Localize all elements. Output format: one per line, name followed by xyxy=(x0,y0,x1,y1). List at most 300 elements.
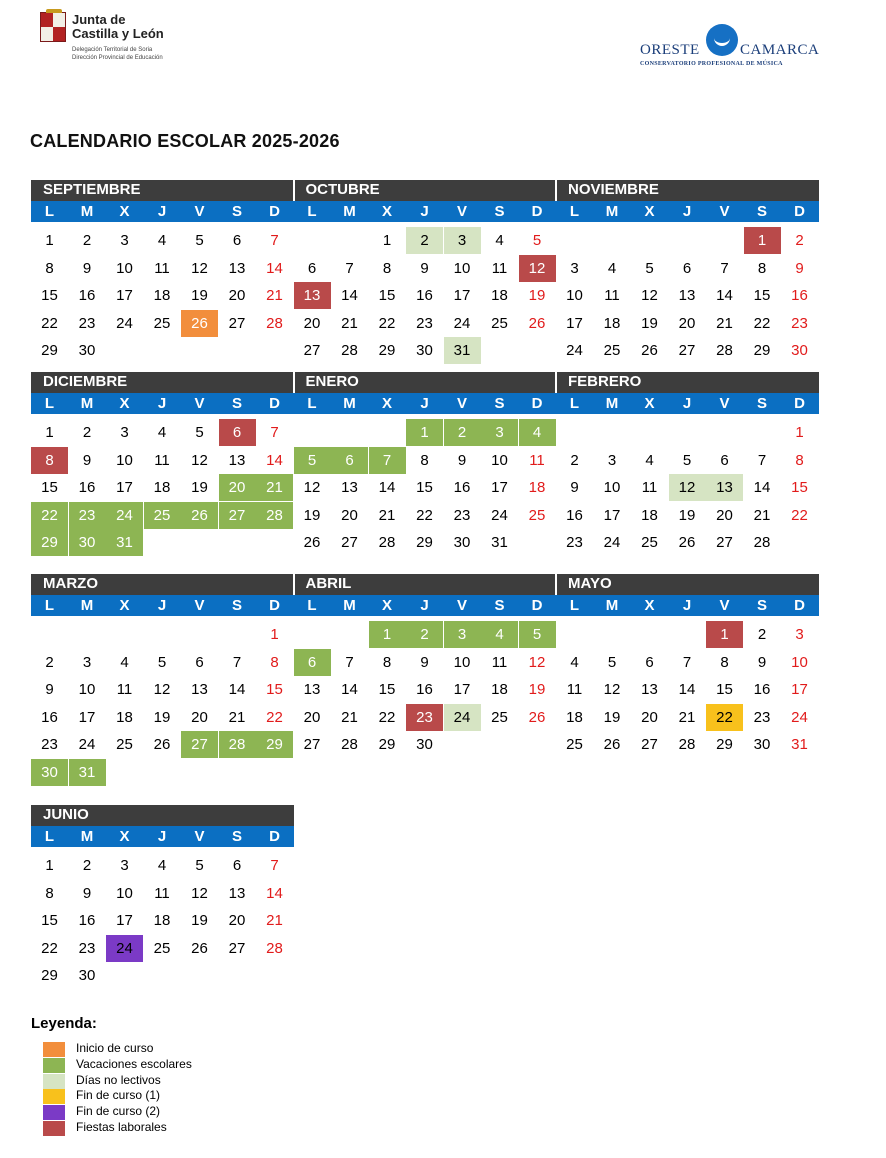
weekday-label: J xyxy=(420,203,429,220)
calendar-day: 10 xyxy=(566,287,583,304)
calendar-day: 9 xyxy=(420,653,429,671)
calendar-day: 15 xyxy=(416,479,433,496)
month-name-noviembre: NOVIEMBRE xyxy=(568,181,659,198)
calendar-day: 22 xyxy=(753,314,771,332)
calendar-day: 22 xyxy=(378,708,396,726)
calendar-day: 25 xyxy=(528,506,546,524)
calendar-day: 16 xyxy=(566,506,583,524)
calendar-day: 27 xyxy=(228,314,246,332)
calendar-day: 6 xyxy=(195,653,204,671)
calendar-day: 9 xyxy=(457,451,467,469)
weekday-label: M xyxy=(605,597,619,614)
weekday-label: V xyxy=(456,203,467,220)
calendar-day: 9 xyxy=(570,479,579,496)
weekday-label: D xyxy=(531,597,543,614)
calendar-day-vacaciones: 27 xyxy=(219,502,256,529)
calendar-day: 28 xyxy=(753,534,771,551)
calendar-day: 7 xyxy=(682,653,692,671)
weekday-label: D xyxy=(531,395,543,412)
weekday-label: M xyxy=(80,828,94,845)
calendar-day: 27 xyxy=(678,342,696,359)
calendar-day: 13 xyxy=(678,287,696,304)
weekday-label: D xyxy=(269,203,280,220)
calendar-day: 8 xyxy=(720,653,729,671)
weekday-label: D xyxy=(269,828,280,845)
legend-label: Vacaciones escolares xyxy=(76,1056,192,1071)
calendar-day: 5 xyxy=(607,653,617,671)
calendar-day-no-lectivo: 24 xyxy=(444,704,481,731)
calendar-day: 23 xyxy=(566,534,583,551)
calendar-day: 20 xyxy=(678,314,696,332)
calendar-day: 4 xyxy=(157,857,167,874)
calendar-day: 24 xyxy=(603,534,621,551)
legend-swatch xyxy=(43,1105,65,1120)
calendar-day: 9 xyxy=(757,653,767,671)
calendar-day: 31 xyxy=(791,736,808,753)
calendar-day: 23 xyxy=(753,708,771,726)
calendar-day: 25 xyxy=(153,314,171,332)
legend-label: Días no lectivos xyxy=(76,1072,161,1087)
calendar-day: 8 xyxy=(420,451,429,469)
calendar-day: 13 xyxy=(341,479,358,496)
calendar-day: 27 xyxy=(341,534,358,551)
calendar-day: 15 xyxy=(41,912,58,929)
calendar-day: 20 xyxy=(191,708,208,726)
calendar-day: 5 xyxy=(195,424,204,441)
weekday-label: V xyxy=(194,828,205,845)
month-name-abril: ABRIL xyxy=(305,575,352,592)
weekday-label: V xyxy=(194,203,205,220)
calendar-day: 11 xyxy=(604,287,620,304)
weekday-label: X xyxy=(119,395,130,412)
calendar-day: 1 xyxy=(270,626,279,643)
legend-label: Fin de curso (1) xyxy=(76,1088,161,1103)
calendar-day: 8 xyxy=(45,884,54,902)
calendar-day: 3 xyxy=(795,626,804,643)
calendar-day: 13 xyxy=(191,681,208,698)
weekday-label: M xyxy=(80,597,94,614)
calendar-day: 23 xyxy=(78,314,96,332)
calendar-day: 19 xyxy=(528,287,546,304)
weekday-label: M xyxy=(80,395,94,412)
legend-label: Fiestas laborales xyxy=(76,1120,167,1134)
calendar-day: 19 xyxy=(641,314,658,332)
calendar-day: 19 xyxy=(153,708,171,726)
calendar-day: 24 xyxy=(566,342,583,359)
calendar-day: 12 xyxy=(153,681,171,698)
weekday-label: D xyxy=(269,395,280,412)
calendar-day: 14 xyxy=(228,681,246,698)
calendar-day: 18 xyxy=(603,314,621,332)
calendar-day: 10 xyxy=(78,681,96,698)
calendar-day: 9 xyxy=(420,259,429,277)
calendar-day: 12 xyxy=(191,259,208,277)
calendar-day: 17 xyxy=(116,287,133,304)
calendar-day: 12 xyxy=(641,287,658,304)
calendar-day: 19 xyxy=(191,479,208,496)
calendar-day: 21 xyxy=(341,314,358,332)
calendar-day: 19 xyxy=(303,506,321,524)
calendar-day-no-lectivo: 12 xyxy=(669,474,706,501)
calendar-day: 16 xyxy=(753,681,771,698)
calendar-day-vacaciones: 2 xyxy=(444,419,481,446)
weekday-label: D xyxy=(794,395,805,412)
calendar-day: 11 xyxy=(116,681,133,698)
month-name-septiembre: SEPTIEMBRE xyxy=(43,181,141,198)
calendar-day: 6 xyxy=(307,259,317,277)
calendar-day: 11 xyxy=(154,451,170,469)
calendar-day: 10 xyxy=(791,653,808,671)
calendar-day: 4 xyxy=(607,259,617,277)
calendar-day: 25 xyxy=(153,939,171,957)
calendar-day: 25 xyxy=(491,708,508,726)
weekday-label: X xyxy=(119,203,130,220)
calendar-day: 12 xyxy=(603,681,621,698)
calendar-day: 14 xyxy=(678,681,696,698)
calendar-day: 17 xyxy=(453,681,471,698)
calendar-day: 10 xyxy=(491,451,508,469)
calendar-day: 28 xyxy=(716,342,733,359)
calendar-day: 11 xyxy=(641,479,658,496)
calendar-day: 15 xyxy=(791,479,808,496)
calendar-day: 19 xyxy=(191,912,208,929)
weekday-label: J xyxy=(682,203,692,220)
calendar-day: 15 xyxy=(41,479,58,496)
weekday-label: S xyxy=(231,395,242,412)
calendar-day: 4 xyxy=(157,424,167,441)
calendar-day: 12 xyxy=(191,884,208,902)
calendar-day: 4 xyxy=(157,232,167,249)
calendar-day: 25 xyxy=(603,342,621,359)
calendar-day-vacaciones: 2 xyxy=(406,621,443,648)
calendar-day: 2 xyxy=(82,232,92,249)
legend-item xyxy=(43,1073,243,1089)
calendar-day: 14 xyxy=(378,479,396,496)
page-title: CALENDARIO ESCOLAR 2025-2026 xyxy=(30,131,340,151)
calendar-day: 7 xyxy=(270,232,279,249)
weekday-label: X xyxy=(119,597,130,614)
calendar-day: 26 xyxy=(528,314,546,332)
calendar-day: 21 xyxy=(378,506,396,524)
weekday-label: S xyxy=(756,597,767,614)
calendar-day: 25 xyxy=(566,736,583,753)
calendar-day-no-lectivo: 3 xyxy=(444,227,481,254)
calendar-day: 31 xyxy=(491,534,508,551)
calendar-day: 22 xyxy=(378,314,396,332)
calendar-day: 27 xyxy=(228,939,246,957)
calendar-day: 16 xyxy=(453,479,471,496)
calendar-day: 19 xyxy=(678,506,696,524)
calendar-day-festivo: 13 xyxy=(294,282,331,309)
calendar-day: 16 xyxy=(416,681,433,698)
weekday-label: V xyxy=(719,203,730,220)
calendar-day: 10 xyxy=(116,451,133,469)
weekday-label: V xyxy=(719,597,730,614)
weekday-label: X xyxy=(644,395,655,412)
calendar-day: 23 xyxy=(416,314,433,332)
calendar-day: 9 xyxy=(82,451,92,469)
month-header-bar xyxy=(31,574,819,595)
calendar-day-festivo: 6 xyxy=(219,419,256,446)
calendar-day-vacaciones: 26 xyxy=(181,502,218,529)
calendar-day: 20 xyxy=(228,912,246,929)
weekday-label: V xyxy=(456,597,467,614)
calendar-day: 15 xyxy=(266,681,283,698)
weekday-label: X xyxy=(381,203,392,220)
month-name-diciembre: DICIEMBRE xyxy=(43,373,128,390)
weekday-label: S xyxy=(756,395,767,412)
calendar-day: 17 xyxy=(453,287,471,304)
calendar-day-vacaciones: 21 xyxy=(256,474,293,501)
calendar-day: 5 xyxy=(157,653,167,671)
weekday-label: M xyxy=(605,395,619,412)
calendar-day: 22 xyxy=(791,506,808,524)
calendar-day: 20 xyxy=(641,708,658,726)
calendar-day: 9 xyxy=(795,259,804,277)
weekday-label: V xyxy=(194,597,205,614)
calendar-day: 3 xyxy=(120,232,129,249)
legend-item xyxy=(43,1057,243,1073)
calendar-day: 29 xyxy=(716,736,733,753)
calendar-day: 18 xyxy=(566,708,583,726)
legend-label: Inicio de curso xyxy=(76,1041,154,1055)
weekday-label: D xyxy=(531,203,543,220)
calendar-day-festivo: 1 xyxy=(744,227,781,254)
month-name-junio: JUNIO xyxy=(43,806,89,823)
weekday-label: X xyxy=(644,203,655,220)
calendar-day: 17 xyxy=(491,479,508,496)
calendar-day: 25 xyxy=(641,534,658,551)
weekday-label: S xyxy=(494,203,505,220)
calendar-day: 28 xyxy=(266,939,283,957)
calendar-day: 18 xyxy=(153,479,171,496)
calendar-day-no-lectivo: 13 xyxy=(706,474,743,501)
calendar-day: 18 xyxy=(528,479,546,496)
weekday-label: V xyxy=(456,395,467,412)
calendar-day: 4 xyxy=(495,232,504,249)
weekday-label: S xyxy=(494,395,505,412)
calendar-day: 23 xyxy=(41,736,58,753)
weekday-label: X xyxy=(119,828,130,845)
calendar-day-vacaciones: 30 xyxy=(31,759,68,786)
calendar-day-vacaciones: 7 xyxy=(369,447,406,474)
calendar-day-vacaciones: 25 xyxy=(144,502,181,529)
calendar-day-vacaciones: 3 xyxy=(444,621,481,648)
calendar-day-vacaciones: 22 xyxy=(31,502,68,529)
calendar-day: 24 xyxy=(453,314,471,332)
calendar-day: 21 xyxy=(716,314,733,332)
calendar-day: 29 xyxy=(378,736,396,753)
calendar-day: 12 xyxy=(528,653,546,671)
calendar-day-no-lectivo: 31 xyxy=(444,337,481,364)
calendar-day: 13 xyxy=(303,681,321,698)
weekday-label: J xyxy=(157,395,167,412)
logo-text-line2: Castilla y León xyxy=(72,26,164,41)
calendar-day-vacaciones: 24 xyxy=(106,502,143,529)
calendar-day: 24 xyxy=(791,708,808,726)
calendar-day-festivo: 1 xyxy=(706,621,743,648)
calendar-day: 30 xyxy=(416,342,433,359)
calendar-day: 5 xyxy=(645,259,654,277)
calendar-day: 1 xyxy=(45,857,54,874)
calendar-day: 14 xyxy=(753,479,771,496)
weekday-label: J xyxy=(420,597,429,614)
calendar-day: 10 xyxy=(116,884,133,902)
calendar-day: 14 xyxy=(341,287,358,304)
calendar-day: 28 xyxy=(341,342,358,359)
weekday-label: M xyxy=(80,203,94,220)
calendar-day: 13 xyxy=(228,259,246,277)
calendar-day-vacaciones: 3 xyxy=(481,419,518,446)
weekday-label: X xyxy=(381,395,392,412)
calendar-day: 26 xyxy=(303,534,321,551)
legend-swatch xyxy=(43,1058,65,1073)
weekday-label: J xyxy=(682,395,692,412)
calendar-day: 8 xyxy=(757,259,767,277)
calendar-day: 21 xyxy=(341,708,358,726)
calendar-day: 20 xyxy=(341,506,358,524)
calendar-day: 4 xyxy=(120,653,129,671)
calendar-day: 22 xyxy=(266,708,283,726)
calendar-day: 20 xyxy=(716,506,733,524)
calendar-day: 26 xyxy=(641,342,658,359)
calendar-day-inicio: 26 xyxy=(181,310,218,337)
calendar-day: 13 xyxy=(228,884,246,902)
calendar-day: 29 xyxy=(378,342,396,359)
calendar-day-fin1: 22 xyxy=(706,704,743,731)
calendar-day: 18 xyxy=(491,681,508,698)
calendar-day: 16 xyxy=(416,287,433,304)
calendar-day: 7 xyxy=(232,653,242,671)
weekday-label: M xyxy=(343,203,356,220)
calendar-day: 23 xyxy=(453,506,471,524)
calendar-day: 14 xyxy=(266,884,283,902)
calendar-day: 20 xyxy=(303,314,321,332)
calendar-day: 17 xyxy=(603,506,621,524)
calendar-day: 25 xyxy=(491,314,508,332)
calendar-day: 21 xyxy=(753,506,771,524)
calendar-day: 21 xyxy=(678,708,696,726)
calendar-day: 8 xyxy=(270,653,279,671)
calendar-day: 20 xyxy=(303,708,321,726)
weekday-label: J xyxy=(682,597,692,614)
calendar-day: 18 xyxy=(153,912,171,929)
calendar-day: 9 xyxy=(82,884,92,902)
calendar-day: 8 xyxy=(382,653,392,671)
weekday-label: L xyxy=(569,203,580,220)
legend-item xyxy=(43,1104,243,1120)
calendar-day: 1 xyxy=(45,424,54,441)
calendar-day: 15 xyxy=(378,287,396,304)
calendar-day: 3 xyxy=(82,653,92,671)
calendar-day: 27 xyxy=(303,736,321,753)
weekday-label: L xyxy=(307,597,317,614)
calendar-day-vacaciones: 5 xyxy=(294,447,331,474)
calendar-day: 29 xyxy=(753,342,771,359)
calendar-day: 22 xyxy=(41,939,58,957)
weekday-label: S xyxy=(756,203,767,220)
calendar-day-vacaciones: 29 xyxy=(31,529,68,556)
calendar-day: 1 xyxy=(795,424,804,441)
calendar-day: 8 xyxy=(382,259,392,277)
calendar-day: 5 xyxy=(682,451,692,469)
calendar-day: 18 xyxy=(641,506,658,524)
weekday-label: D xyxy=(794,597,805,614)
calendar-day: 15 xyxy=(753,287,771,304)
calendar-day: 14 xyxy=(716,287,733,304)
legend-item xyxy=(43,1041,243,1057)
calendar-day: 21 xyxy=(266,287,283,304)
calendar-day: 4 xyxy=(570,653,579,671)
logo-subtitle: CONSERVATORIO PROFESIONAL DE MÚSICA xyxy=(640,61,783,67)
calendar-day: 25 xyxy=(116,736,133,753)
logo-name-left: ORESTE xyxy=(640,42,700,58)
calendar-day: 12 xyxy=(191,451,208,469)
month-name-marzo: MARZO xyxy=(43,575,98,592)
calendar-day: 3 xyxy=(607,451,617,469)
calendar-day: 26 xyxy=(603,736,621,753)
calendar-day: 19 xyxy=(191,287,208,304)
calendar-day: 14 xyxy=(266,451,283,469)
calendar-day: 22 xyxy=(416,506,433,524)
calendar-day: 24 xyxy=(116,314,133,332)
calendar-day-vacaciones: 28 xyxy=(219,731,256,758)
calendar-day: 17 xyxy=(78,708,96,726)
weekday-label: L xyxy=(307,395,317,412)
calendar-day: 11 xyxy=(529,451,545,469)
calendar-day: 15 xyxy=(378,681,396,698)
calendar-day: 2 xyxy=(82,424,92,441)
calendar-day: 26 xyxy=(191,939,208,957)
calendar-day: 27 xyxy=(303,342,321,359)
calendar-day: 7 xyxy=(345,653,354,671)
calendar-day-vacaciones: 30 xyxy=(69,529,106,556)
legend-swatch xyxy=(43,1121,65,1136)
calendar-day: 16 xyxy=(78,287,96,304)
calendar-day: 6 xyxy=(720,451,729,469)
weekday-label: S xyxy=(494,597,505,614)
calendar-day: 20 xyxy=(228,287,246,304)
calendar-day-vacaciones: 27 xyxy=(181,731,218,758)
weekday-label: J xyxy=(157,597,167,614)
logo-subtext-line1: Delegación Territorial de Soria xyxy=(72,47,153,53)
legend-swatch xyxy=(43,1089,65,1104)
legend-item xyxy=(43,1088,243,1104)
calendar-day-fin2: 24 xyxy=(106,935,143,962)
calendar-day: 21 xyxy=(228,708,246,726)
calendar-day: 2 xyxy=(757,626,767,643)
calendar-day: 6 xyxy=(232,232,242,249)
calendar-day: 7 xyxy=(270,424,279,441)
calendar-day: 19 xyxy=(528,681,546,698)
calendar-day: 6 xyxy=(232,857,242,874)
calendar-day: 30 xyxy=(791,342,808,359)
calendar-day: 28 xyxy=(341,736,358,753)
calendar-day: 10 xyxy=(453,653,471,671)
weekday-label: L xyxy=(569,597,580,614)
calendar-day-vacaciones: 6 xyxy=(294,649,331,676)
calendar-day: 10 xyxy=(603,479,621,496)
calendar-day: 21 xyxy=(266,912,283,929)
calendar-day: 16 xyxy=(41,708,58,726)
legend-item xyxy=(43,1120,243,1136)
calendar-day: 18 xyxy=(153,287,171,304)
calendar-day: 18 xyxy=(116,708,133,726)
calendar-day: 18 xyxy=(491,287,508,304)
calendar-day-vacaciones: 28 xyxy=(256,502,293,529)
calendar-day: 12 xyxy=(303,479,321,496)
calendar-day: 7 xyxy=(757,451,767,469)
